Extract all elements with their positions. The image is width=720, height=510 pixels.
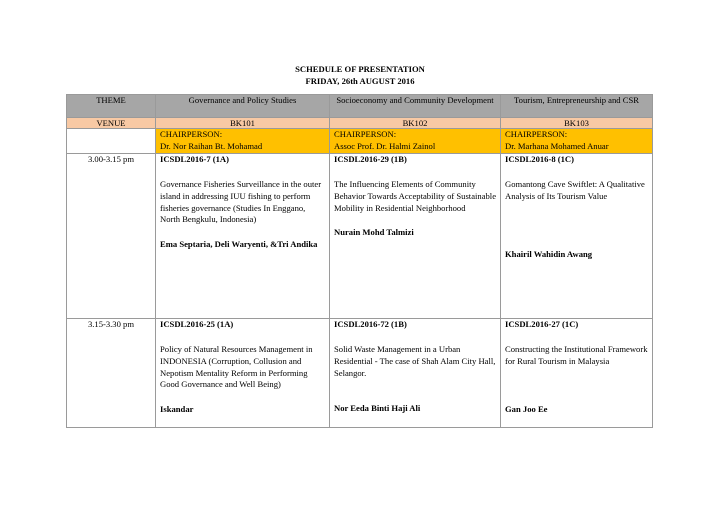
paper-code: ICSDL2016-29 (1B) <box>334 154 407 164</box>
paper-title: Solid Waste Management in a Urban Residential - The case of Shah Alam City Hall, Selangor. <box>334 343 496 378</box>
chairperson-name: Assoc Prof. Dr. Halmi Zainol <box>334 140 436 151</box>
chairperson-row <box>67 129 653 154</box>
paper-authors: Ema Septaria, Deli Waryenti, &Tri Andika <box>160 239 318 250</box>
paper-authors: Nurain Mohd Talmizi <box>334 227 414 238</box>
paper-cell <box>501 154 653 319</box>
paper-cell <box>330 154 501 319</box>
venue-room-3: BK103 <box>501 118 653 129</box>
paper-authors: Iskandar <box>160 404 194 415</box>
slot-row <box>67 154 653 319</box>
paper-cell <box>156 319 330 428</box>
chairperson-cell-2 <box>330 129 501 154</box>
header-row <box>67 95 653 118</box>
theme-column-3: Tourism, Entrepreneurship and CSR <box>501 95 653 118</box>
venue-room-1: BK101 <box>156 118 330 129</box>
chairperson-blank-cell <box>67 129 156 154</box>
paper-code: ICSDL2016-27 (1C) <box>505 319 579 329</box>
chairperson-cell-3 <box>501 129 653 154</box>
slot-time: 3.00-3.15 pm <box>67 154 156 319</box>
paper-code: ICSDL2016-8 (1C) <box>505 154 574 164</box>
title-line-2: FRIDAY, 26th AUGUST 2016 <box>305 76 415 86</box>
paper-authors: Gan Joo Ee <box>505 403 548 414</box>
paper-authors: Nor Eeda Binti Haji Ali <box>334 403 421 414</box>
theme-column-1: Governance and Policy Studies <box>156 95 330 118</box>
theme-header: THEME <box>67 95 156 118</box>
chairperson-label: CHAIRPERSON: <box>505 129 568 139</box>
paper-cell <box>156 154 330 319</box>
paper-title: The Influencing Elements of Community Behavior Towards Acceptability of Sustainable Mobility in Residential Neighborhood <box>334 178 497 213</box>
chairperson-name: Dr. Nor Raihan Bt. Mohamad <box>160 140 263 151</box>
chairperson-label: CHAIRPERSON: <box>160 129 223 139</box>
chairperson-label: CHAIRPERSON: <box>334 129 397 139</box>
title-line-1: SCHEDULE OF PRESENTATION <box>295 64 425 74</box>
paper-cell <box>330 319 501 428</box>
paper-title: Constructing the Institutional Framework for Rural Tourism in Malaysia <box>505 343 648 366</box>
slot-time: 3.15-3.30 pm <box>67 319 156 428</box>
theme-column-2: Socioeconomy and Community Development <box>330 95 501 118</box>
paper-title: Policy of Natural Resources Management in INDONESIA (Corruption, Collusion and Nepotism Mentality Reform in Performing Good Governance and Well Being) <box>160 343 313 390</box>
chairperson-cell-1 <box>156 129 330 154</box>
paper-code: ICSDL2016-7 (1A) <box>160 154 229 164</box>
schedule-table <box>66 94 653 428</box>
chairperson-name: Dr. Marhana Mohamed Anuar <box>505 140 609 151</box>
schedule-title <box>0 63 720 87</box>
venue-label: VENUE <box>67 118 156 129</box>
venue-room-2: BK102 <box>330 118 501 129</box>
paper-title: Gomantong Cave Swiftlet: A Qualitative Analysis of Its Tourism Value <box>505 178 645 201</box>
venue-row <box>67 118 653 129</box>
paper-title: Governance Fisheries Surveillance in the outer island in addressing IUU fishing to perform fisheries governance (Studies In Enggano, North Bengkulu, Indonesia) <box>160 178 322 225</box>
paper-authors: Khairil Wahidin Awang <box>505 248 593 259</box>
paper-code: ICSDL2016-25 (1A) <box>160 319 234 329</box>
paper-cell <box>501 319 653 428</box>
slot-row <box>67 319 653 428</box>
paper-code: ICSDL2016-72 (1B) <box>334 319 407 329</box>
